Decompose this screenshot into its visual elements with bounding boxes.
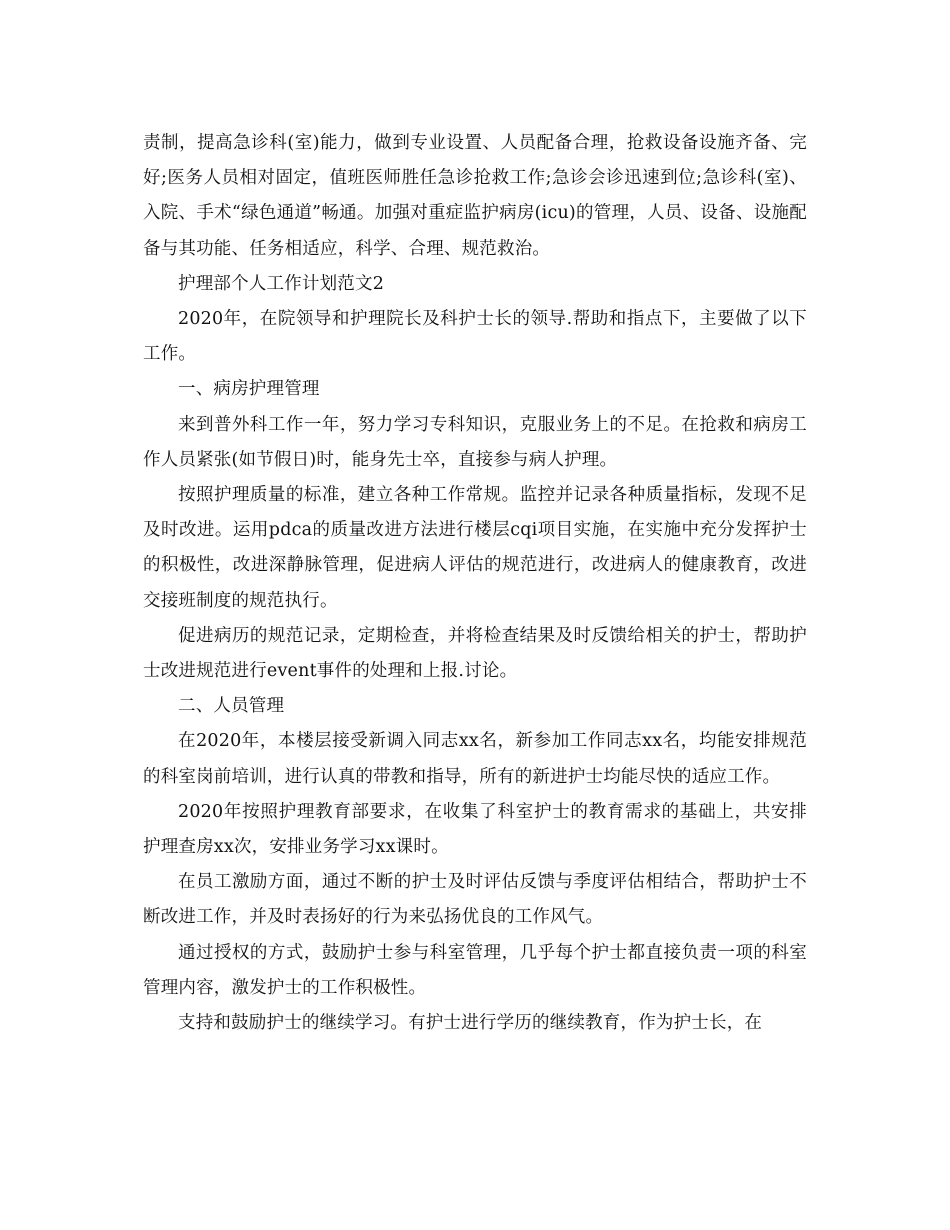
section-title: 护理部个人工作计划范文2 (178, 273, 385, 294)
section-heading: 二、人员管理 (178, 696, 285, 717)
document-body (143, 126, 807, 1041)
paragraph: 促进病历的规范记录，定期检查，并将检查结果及时反馈给相关的护士，帮助护士改进规范进行event事件的处理和上报.讨论。 (143, 625, 807, 682)
paragraph: 责制，提高急诊科(室)能力，做到专业设置、人员配备合理，抢救设备设施齐备、完好;医务人员相对固定，值班医师胜任急诊抢救工作;急诊会诊迅速到位;急诊科(室)、入院、手术“绿色通道”畅通。加强对重症监护病房(icu)的管理，人员、设备、设施配备与其功能、任务相适应，科学、合理、规范救治。 (143, 133, 807, 259)
paragraph: 2020年，在院领导和护理院长及科护士长的领导.帮助和指点下，主要做了以下工作。 (143, 309, 807, 365)
paragraph: 支持和鼓励护士的继续学习。有护士进行学历的继续教育，作为护士长，在 (178, 1013, 763, 1034)
paragraph: 通过授权的方式，鼓励护士参与科室管理，几乎每个护士都直接负责一项的科室管理内容，激发护士的工作积极性。 (143, 942, 807, 998)
paragraph: 在员工激励方面，通过不断的护士及时评估反馈与季度评估相结合，帮助护士不断改进工作，并及时表扬好的行为来弘扬优良的工作风气。 (143, 872, 807, 928)
paragraph: 来到普外科工作一年，努力学习专科知识，克服业务上的不足。在抢救和病房工作人员紧张(如节假日)时，能身先士卒，直接参与病人护理。 (143, 414, 807, 470)
paragraph: 2020年按照护理教育部要求，在收集了科室护士的教育需求的基础上，共安排护理查房xx次，安排业务学习xx课时。 (143, 801, 807, 858)
paragraph: 按照护理质量的标准，建立各种工作常规。监控并记录各种质量指标，发现不足及时改进。运用pdca的质量改进方法进行楼层cqi项目实施，在实施中充分发挥护士的积极性，改进深静脉管理，促进病人评估的规范进行，改进病人的健康教育，改进交接班制度的规范执行。 (143, 485, 807, 611)
section-heading: 一、病房护理管理 (178, 379, 320, 400)
paragraph: 在2020年，本楼层接受新调入同志xx名，新参加工作同志xx名，均能安排规范的科室岗前培训，进行认真的带教和指导，所有的新进护士均能尽快的适应工作。 (143, 731, 807, 787)
